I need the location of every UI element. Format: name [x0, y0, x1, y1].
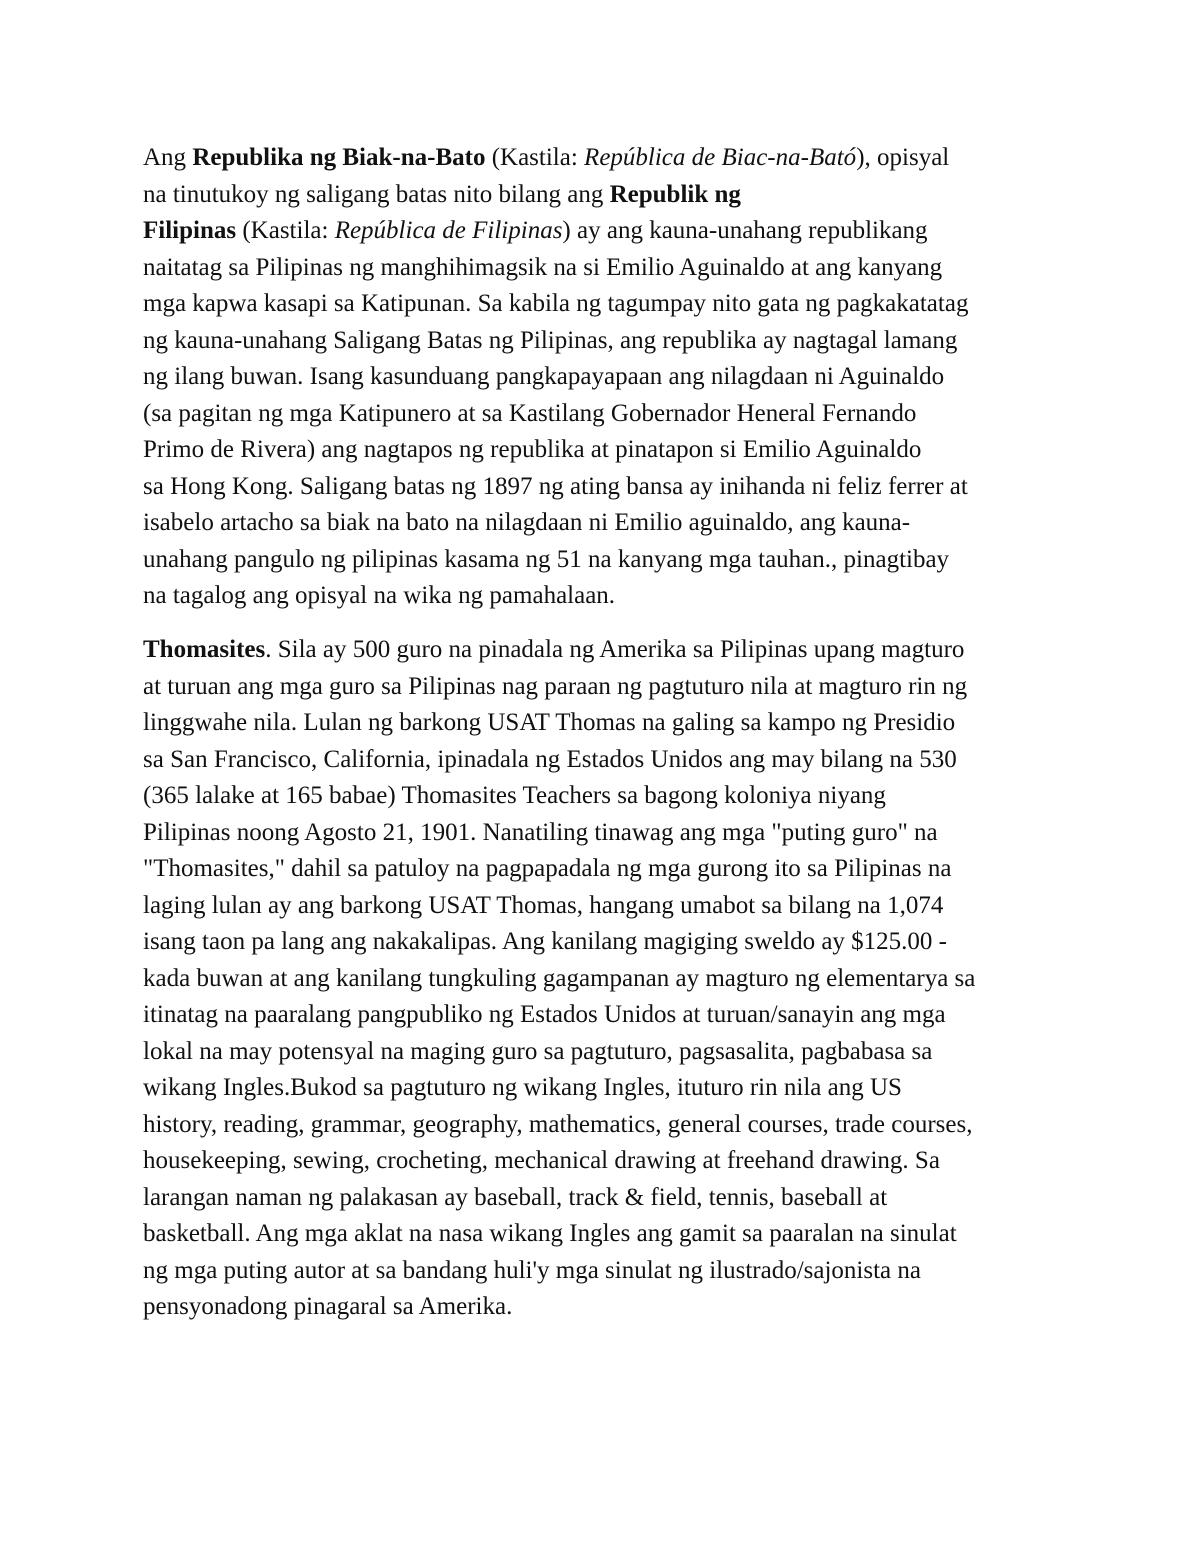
text-line: naitatag sa Pilipinas ng manghihimagsik na si Emilio Aguinaldo at ang kanyang: [143, 253, 943, 281]
text-line: na tagalog ang opisyal na wika ng pamahalaan.: [143, 582, 616, 609]
text-line: ng ilang buwan. Isang kasunduang pangkapayapaan ang nilagdaan ni Aguinaldo: [143, 363, 945, 390]
text-line: lokal na may potensyal na maging guro sa pagtuturo, pagsasalita, pagbabasa sa: [143, 1037, 933, 1065]
text-line: unahang pangulo ng pilipinas kasama ng 51 na kanyang mga tauhan., pinagtibay: [143, 545, 950, 573]
text-line: Thomasites. Sila ay 500 guro na pinadala ng Amerika sa Pilipinas upang magturo: [143, 636, 965, 663]
text-line: na tinutukoy ng saligang batas nito bilang ang Republik ng: [143, 180, 741, 208]
italic-term: República de Filipinas: [334, 217, 563, 244]
text-line: linggwahe nila. Lulan ng barkong USAT Thomas na galing sa kampo ng Presidio: [143, 709, 956, 736]
paragraph-thomasites: [143, 632, 1063, 1326]
text-line: housekeeping, sewing, crocheting, mechanical drawing at freehand drawing. Sa: [143, 1147, 940, 1174]
text-line: isabelo artacho sa biak na bato na nilagdaan ni Emilio aguinaldo, ang kauna-: [143, 509, 911, 536]
bold-term: Filipinas: [143, 217, 237, 244]
text-line: larangan naman ng palakasan ay baseball, track & field, tennis, baseball at: [143, 1183, 888, 1211]
bold-term: Republik ng: [609, 180, 741, 208]
text-line: mga kapwa kasapi sa Katipunan. Sa kabila ng tagumpay nito gata ng pagkakatatag: [143, 290, 969, 317]
text-line: at turuan ang mga guro sa Pilipinas nag paraan ng pagtuturo nila at magturo rin ng: [143, 672, 968, 700]
text-line: Filipinas (Kastila: República de Filipinas) ay ang kauna-unahang republikang: [143, 217, 928, 244]
text-line: "Thomasites," dahil sa patuloy na pagpapadala ng mga gurong ito sa Pilipinas na: [143, 855, 952, 882]
text-line: isang taon pa lang ang nakakalipas. Ang kanilang magiging sweldo ay $125.00 -: [143, 928, 947, 955]
text-line: kada buwan at ang kanilang tungkuling gagampanan ay magturo ng elementarya sa: [143, 964, 976, 992]
paragraph-republika-biak-na-bato: [143, 140, 1063, 615]
text-line: (sa pagitan ng mga Katipunero at sa Kastilang Gobernador Heneral Fernando: [143, 399, 917, 427]
text-line: wikang Ingles.Bukod sa pagtuturo ng wikang Ingles, ituturo rin nila ang US: [143, 1074, 902, 1101]
bold-term: Thomasites: [143, 636, 266, 663]
bold-term: Republika ng Biak-na-Bato: [192, 144, 486, 171]
text-line: Pilipinas noong Agosto 21, 1901. Nanatiling tinawag ang mga "puting guro" na: [143, 818, 938, 846]
text-line: basketball. Ang mga aklat na nasa wikang Ingles ang gamit sa paaralan na sinulat: [143, 1220, 957, 1247]
text-line: ng mga puting autor at sa bandang huli'y mga sinulat ng ilustrado/sajonista na: [143, 1256, 921, 1284]
text-line: itinatag na paaralang pangpubliko ng Estados Unidos at turuan/sanayin ang mga: [143, 1001, 946, 1028]
text-line: sa Hong Kong. Saligang batas ng 1897 ng ating bansa ay inihanda ni feliz ferrer at: [143, 472, 968, 500]
text-line: sa San Francisco, California, ipinadala ng Estados Unidos ang may bilang na 530: [143, 745, 957, 773]
text-line: ng kauna-unahang Saligang Batas ng Pilipinas, ang republika ay nagtagal lamang: [143, 326, 958, 354]
text-line: Primo de Rivera) ang nagtapos ng republika at pinatapon si Emilio Aguinaldo: [143, 436, 922, 463]
text-line: pensyonadong pinagaral sa Amerika.: [143, 1293, 513, 1320]
text-line: laging lulan ay ang barkong USAT Thomas, hangang umabot sa bilang na 1,074: [143, 891, 944, 919]
text-line: (365 lalake at 165 babae) Thomasites Teachers sa bagong koloniya niyang: [143, 782, 886, 809]
text-line: Ang Republika ng Biak-na-Bato (Kastila: República de Biac-na-Bató), opisyal: [143, 144, 950, 171]
text-line: history, reading, grammar, geography, mathematics, general courses, trade courses,: [143, 1110, 973, 1138]
italic-term: República de Biac-na-Bató: [584, 144, 857, 171]
